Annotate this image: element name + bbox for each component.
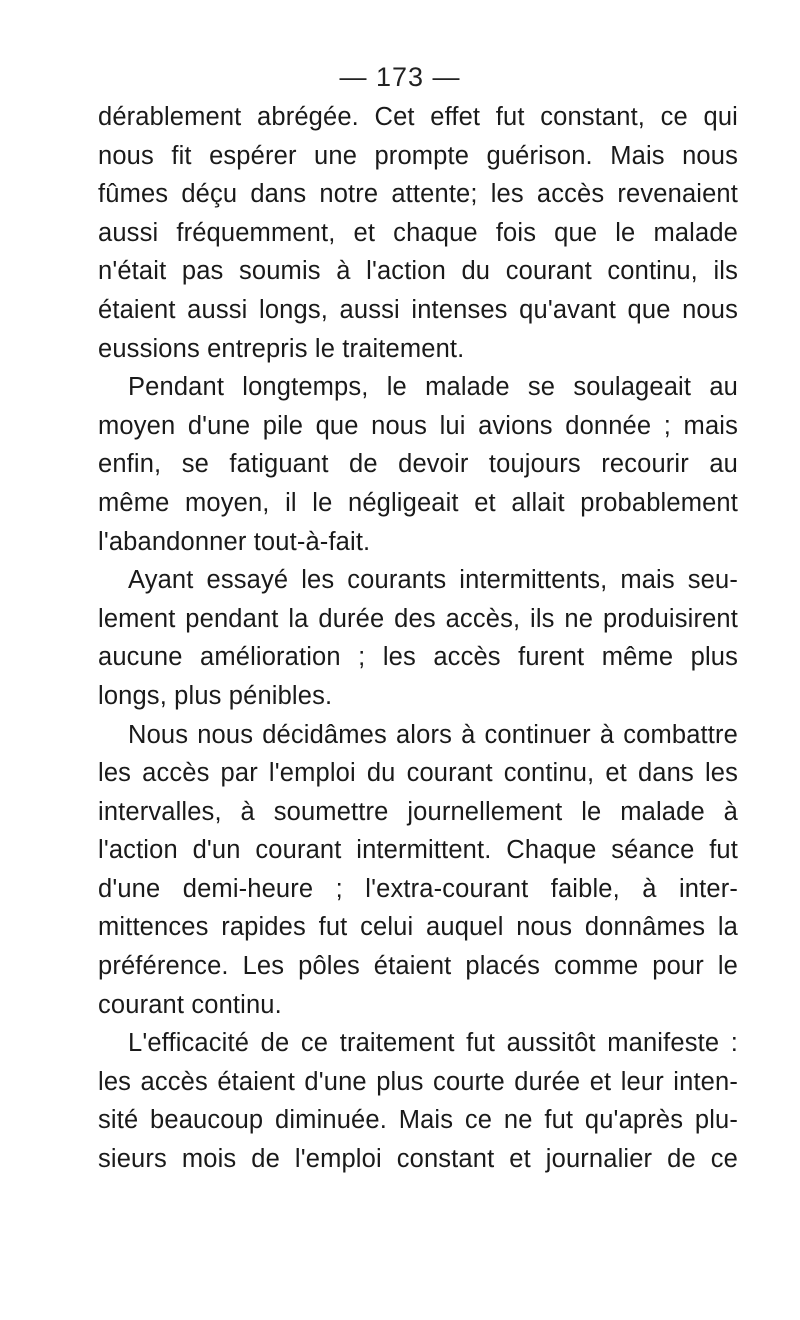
text-line: courant continu. <box>98 990 282 1019</box>
text-line: d'une demi-heure ; l'extra-courant faible, à inter- <box>98 874 738 903</box>
text-line: sieurs mois de l'emploi constant et journalier de ce <box>98 1145 738 1174</box>
text-line: eussions entrepris le traitement. <box>98 334 465 363</box>
text-line: les accès étaient d'une plus courte durée et leur inten- <box>98 1067 738 1096</box>
text-line: préférence. Les pôles étaient placés comme pour le <box>98 952 738 981</box>
text-line: n'était pas soumis à l'action du courant continu, ils <box>98 257 738 286</box>
text-line: Nous nous décidâmes alors à continuer à combattre <box>128 720 738 749</box>
text-line: mittences rapides fut celui auquel nous donnâmes la <box>98 913 738 942</box>
text-line: dérablement abrégée. Cet effet fut constant, ce qui <box>98 103 738 131</box>
text-line: aussi fréquemment, et chaque fois que le malade <box>98 218 738 247</box>
text-line: étaient aussi longs, aussi intenses qu'avant que nous <box>98 295 738 324</box>
text-line: moyen d'une pile que nous lui avions donnée ; mais <box>98 411 738 440</box>
text-line: les accès par l'emploi du courant continu, et dans les <box>98 759 738 788</box>
text-line: sité beaucoup diminuée. Mais ce ne fut qu'après plu- <box>98 1106 738 1135</box>
text-line: enfin, se fatiguant de devoir toujours recourir au <box>98 450 738 479</box>
text-line: lement pendant la durée des accès, ils ne produisirent <box>98 604 738 633</box>
text-line: aucune amélioration ; les accès furent même plus <box>98 643 738 672</box>
text-line: fûmes déçu dans notre attente; les accès revenaient <box>98 180 738 209</box>
text-line: même moyen, il le négligeait et allait probablement <box>98 488 738 517</box>
text-line: Pendant longtemps, le malade se soulageait au <box>128 373 738 402</box>
text-line: L'efficacité de ce traitement fut aussitôt manifeste : <box>128 1029 738 1058</box>
text-line: longs, plus pénibles. <box>98 681 333 710</box>
body-text <box>98 98 738 1179</box>
text-line: l'action d'un courant intermittent. Chaque séance fut <box>98 836 738 865</box>
page-number: — 173 — <box>339 62 461 92</box>
text-line: nous fit espérer une prompte guérison. Mais nous <box>98 141 738 170</box>
text-line: l'abandonner tout-à-fait. <box>98 527 371 556</box>
text-line: Ayant essayé les courants intermittents, mais seu- <box>128 566 738 595</box>
text-line: intervalles, à soumettre journellement le malade à <box>98 797 738 826</box>
